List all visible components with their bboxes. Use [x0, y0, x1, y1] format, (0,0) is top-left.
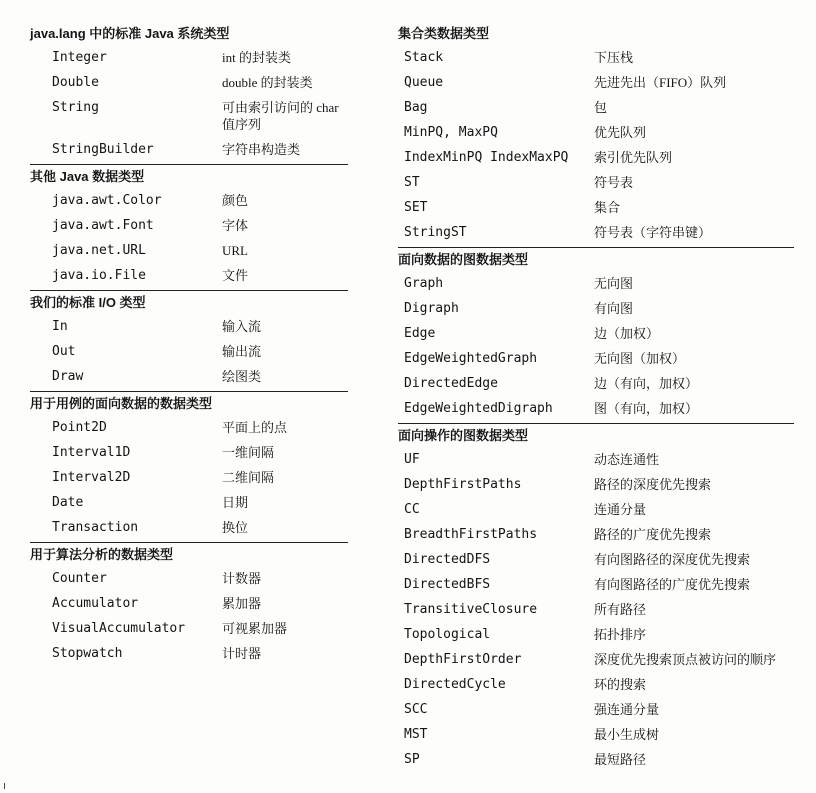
type-description: 边（加权）	[594, 326, 660, 341]
type-name: Interval2D	[52, 470, 131, 485]
type-description: 最短路径	[594, 752, 647, 767]
section-title: 面向操作的图数据类型	[398, 428, 529, 443]
type-name: Counter	[52, 571, 107, 586]
table-row	[30, 364, 348, 389]
table-row	[30, 440, 348, 465]
section-data-graph-types	[398, 248, 794, 421]
type-name: Digraph	[404, 301, 459, 316]
section-title: 其他 Java 数据类型	[30, 169, 145, 184]
type-description: 绘图类	[222, 369, 262, 384]
type-name: Stopwatch	[52, 646, 123, 661]
type-description: 二维间隔	[222, 470, 275, 485]
type-description: 先进先出（FIFO）队列	[594, 75, 727, 90]
type-description: 连通分量	[594, 502, 647, 517]
type-name: Double	[52, 75, 99, 90]
type-name: Transaction	[52, 520, 139, 535]
table-row	[30, 515, 348, 540]
type-description: int 的封装类	[222, 50, 291, 65]
type-name: DirectedDFS	[404, 552, 491, 567]
type-name: Integer	[52, 50, 107, 65]
type-description: 强连通分量	[594, 702, 660, 717]
type-description: 动态连通性	[594, 452, 660, 467]
type-description: 最小生成树	[594, 727, 660, 742]
table-row	[398, 597, 794, 622]
section-java-lang	[30, 22, 348, 162]
table-row	[398, 447, 794, 472]
section-title: java.lang 中的标准 Java 系统类型	[30, 26, 230, 41]
section-title: 用于用例的面向数据的数据类型	[30, 396, 213, 411]
type-name: Stack	[404, 50, 444, 65]
section-title: 集合类数据类型	[398, 26, 490, 41]
table-row	[398, 547, 794, 572]
type-name: DirectedEdge	[404, 376, 498, 391]
section-client-data-types	[30, 392, 348, 540]
type-name: Draw	[52, 369, 84, 384]
section-title: 面向数据的图数据类型	[398, 252, 529, 267]
table-row	[398, 195, 794, 220]
table-row	[30, 95, 348, 137]
type-description: 符号表	[594, 175, 634, 190]
type-description: 环的搜索	[594, 677, 647, 692]
table-row	[398, 747, 794, 772]
type-description: URL	[222, 243, 248, 258]
type-description: 无向图	[594, 276, 634, 291]
table-row	[30, 339, 348, 364]
type-description: 下压栈	[594, 50, 634, 65]
type-name: Graph	[404, 276, 444, 291]
table-row	[30, 490, 348, 515]
section-other-java	[30, 165, 348, 288]
table-row	[398, 572, 794, 597]
section-title: 用于算法分析的数据类型	[30, 547, 174, 562]
type-description: 优先队列	[594, 125, 647, 140]
type-name: java.io.File	[52, 268, 146, 283]
type-description: 有向图路径的广度优先搜索	[594, 577, 751, 592]
section-analysis-types	[30, 543, 348, 666]
type-name: DirectedCycle	[404, 677, 506, 692]
type-name: EdgeWeightedDigraph	[404, 401, 553, 416]
table-row	[398, 472, 794, 497]
type-name: MST	[404, 727, 428, 742]
type-description: 平面上的点	[222, 420, 288, 435]
type-name: TransitiveClosure	[404, 602, 538, 617]
table-row	[30, 213, 348, 238]
table-row	[30, 45, 348, 70]
type-name: StringST	[404, 225, 467, 240]
table-row	[30, 314, 348, 339]
type-description: 颜色	[222, 193, 249, 208]
type-description: 边（有向，加权）	[594, 376, 699, 391]
table-row	[398, 296, 794, 321]
type-name: CC	[404, 502, 420, 517]
table-row	[30, 566, 348, 591]
table-row	[398, 522, 794, 547]
type-description: 输出流	[222, 344, 262, 359]
type-description: 字符串构造类	[222, 142, 301, 157]
type-name: In	[52, 319, 68, 334]
type-description: 日期	[222, 495, 249, 510]
type-name: Accumulator	[52, 596, 139, 611]
type-name: DepthFirstPaths	[404, 477, 522, 492]
left-column	[30, 22, 348, 666]
type-name: DirectedBFS	[404, 577, 491, 592]
type-name: java.net.URL	[52, 243, 146, 258]
table-row	[30, 238, 348, 263]
table-row	[398, 722, 794, 747]
table-row	[398, 45, 794, 70]
type-description: double 的封装类	[222, 75, 313, 90]
type-description: 换位	[222, 520, 249, 535]
type-name: SCC	[404, 702, 428, 717]
type-name: SP	[404, 752, 420, 767]
section-title: 我们的标准 I/O 类型	[30, 295, 146, 310]
type-description: 字体	[222, 218, 249, 233]
type-name: EdgeWeightedGraph	[404, 351, 538, 366]
type-name: SET	[404, 200, 428, 215]
table-row	[30, 188, 348, 213]
type-name: StringBuilder	[52, 142, 154, 157]
type-name: Topological	[404, 627, 491, 642]
type-name: MinPQ, MaxPQ	[404, 125, 498, 140]
table-row	[398, 70, 794, 95]
table-row	[30, 465, 348, 490]
table-row	[398, 120, 794, 145]
type-description: 集合	[594, 200, 621, 215]
table-row	[398, 346, 794, 371]
type-name: Date	[52, 495, 84, 510]
type-name: java.awt.Font	[52, 218, 154, 233]
table-row	[398, 95, 794, 120]
table-row	[398, 371, 794, 396]
type-description: 有向图	[594, 301, 634, 316]
table-row	[30, 641, 348, 666]
type-name: Out	[52, 344, 76, 359]
table-row	[398, 622, 794, 647]
table-row	[30, 616, 348, 641]
type-description: 路径的广度优先搜索	[594, 527, 712, 542]
table-row	[30, 591, 348, 616]
type-description: 包	[594, 100, 608, 115]
table-row	[30, 137, 348, 162]
type-description: 计数器	[222, 571, 262, 586]
table-row	[398, 321, 794, 346]
type-description: 路径的深度优先搜索	[594, 477, 712, 492]
type-name: java.awt.Color	[52, 193, 162, 208]
type-description: 文件	[222, 268, 249, 283]
table-row	[398, 170, 794, 195]
table-row	[398, 220, 794, 245]
type-description: 深度优先搜索顶点被访问的顺序	[594, 652, 777, 667]
table-row	[30, 263, 348, 288]
type-name: String	[52, 100, 99, 115]
type-description: 累加器	[222, 596, 262, 611]
table-row	[398, 396, 794, 421]
type-name: VisualAccumulator	[52, 621, 186, 636]
table-row	[398, 497, 794, 522]
type-description: 所有路径	[594, 602, 647, 617]
table-row	[398, 672, 794, 697]
type-description: 图（有向，加权）	[594, 401, 699, 416]
table-row	[30, 70, 348, 95]
section-operation-graph-types	[398, 424, 794, 772]
type-description: 有向图路径的深度优先搜索	[594, 552, 751, 567]
type-description: 一维间隔	[222, 445, 275, 460]
section-standard-io	[30, 291, 348, 389]
type-name: ST	[404, 175, 420, 190]
type-description: 计时器	[222, 646, 262, 661]
table-row	[398, 145, 794, 170]
type-name: DepthFirstOrder	[404, 652, 522, 667]
section-collections	[398, 22, 794, 245]
table-row	[30, 415, 348, 440]
type-description: 输入流	[222, 319, 262, 334]
type-name: IndexMinPQ IndexMaxPQ	[404, 150, 569, 165]
type-description: 拓扑排序	[594, 627, 647, 642]
table-row	[398, 697, 794, 722]
type-name: Queue	[404, 75, 444, 90]
type-name: BreadthFirstPaths	[404, 527, 538, 542]
page-edge-mark	[4, 783, 9, 789]
type-name: Bag	[404, 100, 428, 115]
type-name: Edge	[404, 326, 436, 341]
type-description: 可视累加器	[222, 621, 288, 636]
type-description: 索引优先队列	[594, 150, 673, 165]
type-description: 可由索引访问的 char 值序列	[222, 100, 339, 132]
table-row	[398, 271, 794, 296]
type-description: 符号表（字符串键）	[594, 225, 712, 240]
type-name: Point2D	[52, 420, 107, 435]
type-name: Interval1D	[52, 445, 131, 460]
table-row	[398, 647, 794, 672]
type-name: UF	[404, 452, 420, 467]
right-column	[398, 22, 794, 772]
type-description: 无向图（加权）	[594, 351, 686, 366]
